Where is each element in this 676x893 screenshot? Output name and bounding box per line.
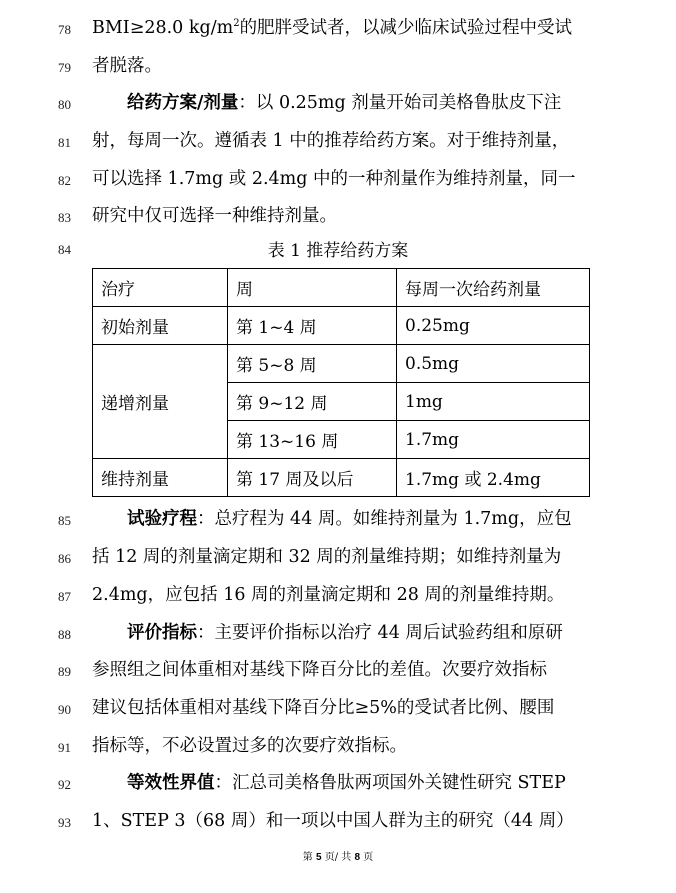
table-header-row <box>93 269 590 307</box>
table-header-cell: 治疗 <box>93 269 228 307</box>
table-cell: 第 13~16 周 <box>228 421 397 459</box>
text-line: 射，每周一次。遵循表 1 中的推荐给药方案。对于维持剂量， <box>92 131 570 151</box>
line-number: 83 <box>58 210 71 225</box>
table-row <box>93 345 590 383</box>
table-cell: 1mg <box>397 383 590 421</box>
section-heading: 等效性界值 <box>127 773 215 793</box>
line-number: 81 <box>58 135 71 150</box>
table-cell: 第 17 周及以后 <box>228 459 397 497</box>
table-cell: 初始剂量 <box>93 307 228 345</box>
table-header-cell: 周 <box>228 269 397 307</box>
text-line: 者脱落。 <box>92 56 162 76</box>
text-line: BMI≥28.0 $kg/m^2$的肥胖受试者，以减少临床试验过程中受试 <box>92 18 573 38</box>
line-number: 85 <box>58 513 71 528</box>
text-line: 评价指标：主要评价指标以治疗 44 周后试验药组和原研 <box>127 623 563 643</box>
table-cell: 0.5mg <box>397 345 590 383</box>
text-line: 1、STEP 3（68 周）和一项以中国人群为主的研究（44 周） <box>92 811 574 831</box>
line-number: 87 <box>58 589 71 604</box>
table-cell: 第 5~8 周 <box>228 345 397 383</box>
line-number: 88 <box>58 627 71 642</box>
section-heading: 评价指标 <box>127 623 197 643</box>
line-number: 86 <box>58 551 71 566</box>
page-footer: 第 5 页/ 共 8 页 <box>302 852 374 863</box>
line-number: 91 <box>58 740 71 755</box>
text-line: 可以选择 1.7mg 或 2.4mg 中的一种剂量作为维持剂量，同一 <box>92 169 576 189</box>
table-header-cell: 每周一次给药剂量 <box>397 269 590 307</box>
line-number: 80 <box>58 97 71 112</box>
table-row <box>93 307 590 345</box>
text-line: 等效性界值：汇总司美格鲁肽两项国外关键性研究 STEP <box>127 773 566 793</box>
section-heading: 试验疗程 <box>127 509 197 529</box>
dosing-table <box>92 268 590 497</box>
line-number: 78 <box>58 22 71 37</box>
text-line: 试验疗程：总疗程为 44 周。如维持剂量为 1.7mg，应包 <box>127 509 572 529</box>
table-row <box>93 459 590 497</box>
text-line: 建议包括体重相对基线下降百分比≥5%的受试者比例、腰围 <box>92 698 555 718</box>
table-cell: 第 9~12 周 <box>228 383 397 421</box>
table-cell: 维持剂量 <box>93 459 228 497</box>
line-number: 89 <box>58 664 71 679</box>
table-cell: 1.7mg 或 2.4mg <box>397 459 590 497</box>
text-line: 研究中仅可选择一种维持剂量。 <box>92 206 337 226</box>
section-heading: 给药方案/剂量 <box>127 93 239 113</box>
line-number: 79 <box>58 60 71 75</box>
line-number: 82 <box>58 173 71 188</box>
text-line: 参照组之间体重相对基线下降百分比的差值。次要疗效指标 <box>92 660 547 680</box>
text-line: 2.4mg，应包括 16 周的剂量滴定期和 28 周的剂量维持期。 <box>92 585 565 605</box>
table-cell: 递增剂量 <box>93 345 228 459</box>
table-cell: 第 1~4 周 <box>228 307 397 345</box>
table-cell: 1.7mg <box>397 421 590 459</box>
line-number: 84 <box>58 242 71 257</box>
line-number: 90 <box>58 702 71 717</box>
text-line: 括 12 周的剂量滴定期和 32 周的剂量维持期；如维持剂量为 <box>92 547 562 567</box>
line-number: 92 <box>58 777 71 792</box>
table-caption: 表 1 推荐给药方案 <box>267 241 409 261</box>
page-total: 8 <box>354 852 361 863</box>
text-line: 给药方案/剂量：以 0.25mg 剂量开始司美格鲁肽皮下注 <box>127 93 562 113</box>
line-number: 93 <box>58 815 71 830</box>
page-number: 5 <box>315 852 322 863</box>
text-line: 指标等，不必设置过多的次要疗效指标。 <box>92 736 407 756</box>
table-cell: 0.25mg <box>397 307 590 345</box>
